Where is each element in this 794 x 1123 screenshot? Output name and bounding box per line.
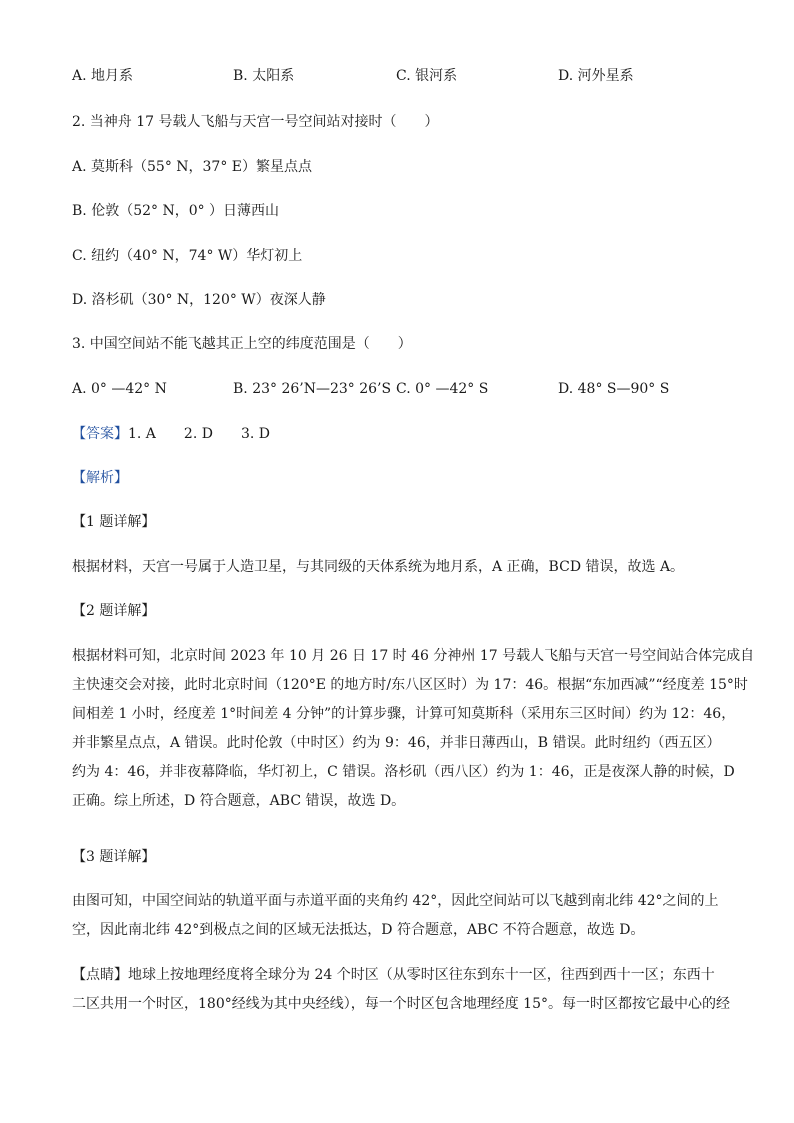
- detail2-line: 正确。综上所述，D 符合题意，ABC 错误，故选 D。: [72, 793, 406, 809]
- q2-option-a: A. 莫斯科（55° N，37° E）繁星点点: [72, 159, 313, 175]
- q3-option-b: B. 23° 26’N—23° 26’S: [233, 381, 392, 397]
- q3-stem: 3. 中国空间站不能飞越其正上空的纬度范围是（ ）: [72, 336, 412, 352]
- answer-line: [72, 424, 270, 444]
- q2-option-d: D. 洛杉矶（30° N，120° W）夜深人静: [72, 292, 326, 308]
- detail2-line: 间相差 1 小时，经度差 1°时间差 4 分钟”的计算步骤，计算可知莫斯科（采用东三区时间）约为 12：46，: [72, 706, 736, 722]
- q1-option-d: D. 河外星系: [558, 68, 634, 84]
- detail2-line: 约为 4：46，并非夜幕降临，华灯初上，C 错误。洛杉矶（西八区）约为 1：46，正是夜深人静的时候，D: [72, 764, 735, 780]
- analysis-tag: 【解析】: [72, 470, 128, 486]
- detail3-heading: 【3 题详解】: [72, 849, 156, 865]
- detail2-paragraph: [72, 642, 755, 816]
- detail3-line: 空，因此南北纬 42°到极点之间的区域无法抵达，D 符合题意，ABC 不符合题意，故选 D。: [72, 922, 645, 938]
- tip-line-text: 地球上按地理经度将全球分为 24 个时区（从零时区往东到东十一区，往西到西十一区；东西十: [128, 967, 715, 983]
- detail2-line: 并非繁星点点，A 错误。此时伦敦（中时区）约为 9：46，并非日薄西山，B 错误。此时纽约（西五区）: [72, 735, 721, 751]
- detail2-heading: 【2 题详解】: [72, 603, 156, 619]
- tip-line: 二区共用一个时区，180°经线为其中央经线），每一个时区包含地理经度 15°。每一时区都按它最中心的经: [72, 996, 730, 1012]
- q2-option-c: C. 纽约（40° N，74° W）华灯初上: [72, 248, 303, 264]
- q3-option-c: C. 0° —42° S: [396, 381, 489, 397]
- detail1-heading: 【1 题详解】: [72, 514, 156, 530]
- detail2-line: 主快速交会对接，此时北京时间（120°E 的地方时/东八区区时）为 17：46。根据“东加西减”“经度差 15°时: [72, 677, 748, 693]
- q3-option-d: D. 48° S—90° S: [558, 381, 670, 397]
- analysis-heading: [72, 468, 128, 488]
- q3-option-a: A. 0° —42° N: [72, 381, 167, 397]
- detail3-paragraph: [72, 887, 720, 945]
- q2-option-b: B. 伦敦（52° N，0° ）日薄西山: [72, 203, 280, 219]
- detail2-line: 根据材料可知，北京时间 2023 年 10 月 26 日 17 时 46 分神州 17 号载人飞船与天宫一号空间站合体完成自: [72, 648, 755, 664]
- answer-text: 1. A 2. D 3. D: [128, 426, 270, 442]
- q1-option-a: A. 地月系: [72, 68, 134, 84]
- q1-option-c: C. 银河系: [396, 68, 458, 84]
- detail3-line: 由图可知，中国空间站的轨道平面与赤道平面的夹角约 42°，因此空间站可以飞越到南北纬 42°之间的上: [72, 893, 719, 909]
- q2-stem: 2. 当神舟 17 号载人飞船与天宫一号空间站对接时（ ）: [72, 114, 439, 130]
- detail1-text: 根据材料，天宫一号属于人造卫星，与其同级的天体系统为地月系，A 正确，BCD 错误，故选 A。: [72, 559, 685, 575]
- q1-option-b: B. 太阳系: [233, 68, 295, 84]
- tip-line: [72, 961, 720, 990]
- tip-tag: 【点睛】: [72, 967, 128, 983]
- tip-paragraph: [72, 961, 730, 1019]
- answer-tag: 【答案】: [72, 426, 128, 442]
